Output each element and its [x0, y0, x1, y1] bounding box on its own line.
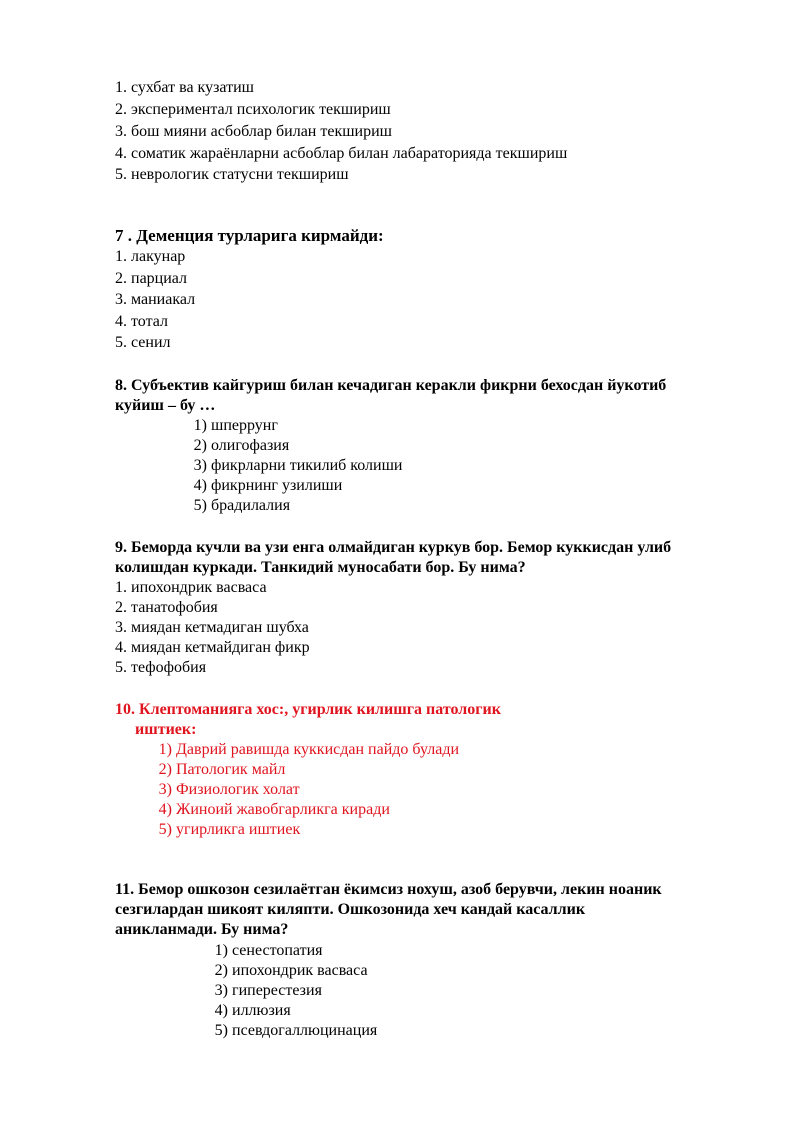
option-number: 5)	[158, 821, 172, 838]
question-title: 8. Субъектив кайгуриш билан кечадиган керакли фикрни бехосдан йукотиб	[115, 377, 667, 394]
option-text: псевдогаллюцинация	[232, 1022, 378, 1039]
option-text: Жиноий жавобгарликга киради	[176, 801, 390, 818]
option-number: 1)	[158, 741, 172, 758]
list-item: 1. сухбат ва кузатиш	[115, 79, 254, 96]
question-title: 10. Клептоманияга хос:, угирлик килишга патологик	[115, 701, 501, 718]
list-item	[185, 456, 402, 476]
list-item: 3. маниакал	[115, 291, 196, 308]
list-item	[150, 740, 459, 760]
option-number: 2)	[158, 761, 172, 778]
option-number: 1)	[214, 942, 228, 959]
list-item: 5. тефофобия	[115, 659, 207, 676]
question-title: 11. Бемор ошкозон сезилаётган ёкимсиз нохуш, азоб берувчи, лекин ноаник	[115, 881, 662, 898]
option-text: гиперестезия	[232, 982, 322, 999]
list-item: 3. бош мияни асбоблар билан текшириш	[115, 123, 392, 140]
option-text: брадилалия	[211, 497, 291, 514]
option-number: 2)	[214, 962, 228, 979]
list-item	[206, 1001, 291, 1021]
option-number: 4)	[193, 477, 207, 494]
list-item: 1. лакунар	[115, 248, 186, 265]
option-text: фикрнинг узилиши	[211, 477, 343, 494]
list-item: 4. тотал	[115, 313, 168, 330]
option-text: шперрунг	[211, 417, 278, 434]
option-number: 5)	[214, 1022, 228, 1039]
option-text: иллюзия	[232, 1002, 291, 1019]
option-number: 2)	[193, 437, 207, 454]
list-item: 5. сенил	[115, 334, 171, 351]
option-text: ипохондрик васваса	[232, 962, 368, 979]
list-item	[150, 820, 300, 840]
list-item: 1. ипохондрик васваса	[115, 579, 267, 596]
question-title: 9. Беморда кучли ва узи енга олмайдиган куркув бор. Бемор куккисдан улиб	[115, 539, 672, 556]
question-title: куйиш – бу …	[115, 397, 216, 414]
list-item: 2. парциал	[115, 270, 188, 287]
list-item	[185, 496, 290, 516]
question-title: сезгилардан шикоят киляпти. Ошкозонида хеч кандай касаллик	[115, 901, 586, 918]
question-title: аникланмади. Бу нима?	[115, 921, 289, 938]
question-title: иштиек:	[135, 721, 197, 738]
list-item	[206, 961, 368, 981]
option-number: 3)	[214, 982, 228, 999]
list-item: 2. танатофобия	[115, 599, 218, 616]
option-text: фикрларни тикилиб колиши	[211, 457, 403, 474]
list-item: 4. миядан кетмайдиган фикр	[115, 639, 310, 656]
option-text: Физиологик холат	[176, 781, 300, 798]
option-number: 3)	[193, 457, 207, 474]
option-text: олигофазия	[211, 437, 290, 454]
option-text: угирликга иштиек	[176, 821, 301, 838]
list-item	[150, 780, 300, 800]
list-item: 3. миядан кетмадиган шубха	[115, 619, 309, 636]
option-number: 4)	[158, 801, 172, 818]
option-text: сенестопатия	[232, 942, 323, 959]
list-item	[185, 416, 278, 436]
option-number: 4)	[214, 1002, 228, 1019]
list-item: 4. соматик жараёнларни асбоблар билан лабараторияда текшириш	[115, 145, 568, 162]
option-number: 5)	[193, 497, 207, 514]
question-title: 7 . Деменция турларига кирмайди:	[115, 226, 384, 245]
list-item	[206, 941, 323, 961]
option-text: Патологик майл	[176, 761, 286, 778]
option-text: Даврий равишда куккисдан пайдо булади	[176, 741, 460, 758]
list-item	[206, 981, 322, 1001]
question-title: колишдан куркади. Танкидий муносабати бор. Бу нима?	[115, 559, 526, 576]
list-item	[150, 800, 390, 820]
option-number: 3)	[158, 781, 172, 798]
list-item	[185, 436, 289, 456]
list-item	[150, 760, 285, 780]
option-number: 1)	[193, 417, 207, 434]
list-item	[206, 1021, 377, 1041]
list-item	[185, 476, 342, 496]
list-item: 5. неврологик статусни текшириш	[115, 166, 349, 183]
list-item: 2. экспериментал психологик текшириш	[115, 101, 391, 118]
